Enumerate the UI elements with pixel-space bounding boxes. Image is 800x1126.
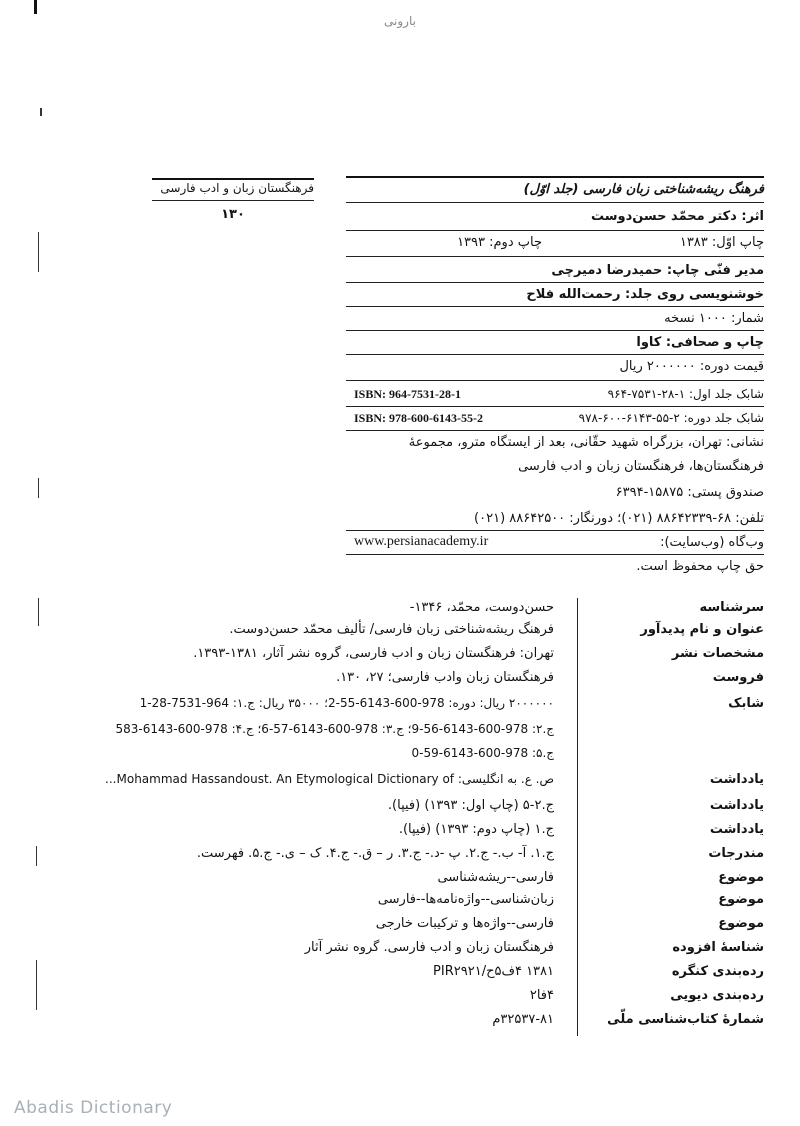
colophon-rule	[346, 530, 764, 531]
colophon-rule	[346, 230, 764, 231]
first-print: چاپ اوّل: ۱۳۸۳	[679, 235, 764, 250]
catalog-label: رده‌بندی دیویی	[670, 988, 764, 1003]
catalog-label: مندرجات	[708, 846, 764, 861]
website-label: وب‌گاه (وب‌سایت):	[660, 535, 764, 550]
catalog-value: ۴فا۲	[529, 988, 554, 1003]
catalog-value: فرهنگ ریشه‌شناختی زبان فارسی/ تألیف محمّد حسن‌دوست.	[229, 622, 554, 637]
colophon	[346, 176, 764, 586]
catalog	[105, 598, 764, 1038]
catalog-label: شابک	[728, 696, 764, 711]
address-line-1: نشانی: تهران، بزرگراه شهید حقّانی، بعد از ایستگاه مترو، مجموعهٔ	[408, 435, 764, 450]
colophon-rule	[346, 282, 764, 283]
page-header-title: بارونی	[384, 14, 416, 28]
catalog-label: یادداشت	[709, 772, 764, 787]
binding-mark	[40, 108, 42, 116]
isbn-set-en: ISBN: 978-600-6143-55-2	[354, 411, 483, 425]
catalog-label: موضوع	[718, 892, 764, 907]
tech-manager: مدیر فنّی چاپ: حمیدرضا دمیرچی	[551, 263, 764, 278]
catalog-label: شمارهٔ کتاب‌شناسی ملّی	[607, 1012, 764, 1027]
catalog-label: سرشناسه	[699, 600, 764, 615]
catalog-value: فرهنگستان زبان و ادب فارسی. گروه نشر آثار	[304, 940, 554, 955]
isbn-volume-fa: شابک جلد اول: ۱-۲۸-۷۵۳۱-۹۶۴	[607, 387, 764, 401]
catalog-divider	[577, 598, 578, 1036]
isbn-set-fa: شابک جلد دوره: ۲-۵۵-۶۱۴۳-۶۰۰-۹۷۸	[578, 411, 764, 425]
catalog-value: ۲۰۰۰۰۰۰ ریال: دوره: 978-600-6143-55-2؛ ۳۵۰۰۰ ریال: ج.۱: 964-7531-28-1	[139, 696, 554, 710]
calligraphy: خوشنویسی روی جلد: رحمت‌الله فلاح	[526, 287, 764, 302]
catalog-label: شناسهٔ افزوده	[672, 940, 764, 955]
print-run: شمار: ۱۰۰۰ نسخه	[664, 311, 764, 326]
catalog-value: ج.۱. آ- ب.- ج.۲. پ -د.- ج.۳. ر – ق.- ج.۴. ک – ی.- ج.۵. فهرست.	[196, 846, 554, 861]
catalog-label: موضوع	[718, 916, 764, 931]
price: قیمت دوره: ۲۰۰۰۰۰۰ ریال	[619, 359, 764, 374]
binding-mark	[36, 846, 37, 866]
catalog-label: رده‌بندی کنگره	[671, 964, 764, 979]
catalog-value: ج.۲: 978-600-6143-56-9؛ ج.۳: 978-600-6143-57-6؛ ج.۴: 978-600-6143-583	[115, 722, 554, 736]
po-box: صندوق پستی: ۱۵۸۷۵-۶۳۹۴	[615, 485, 764, 500]
catalog-label: مشخصات نشر	[671, 646, 764, 661]
binding-mark	[38, 232, 39, 272]
catalog-value: تهران: فرهنگستان زبان و ادب فارسی، گروه نشر آثار، ۱۳۸۱-۱۳۹۳.	[193, 646, 554, 661]
colophon-rule	[346, 554, 764, 555]
watermark: Abadis Dictionary	[14, 1098, 173, 1118]
binding-mark	[38, 478, 39, 498]
catalog-label: یادداشت	[709, 798, 764, 813]
colophon-rule	[346, 406, 764, 407]
series-number: ۱۳۰	[221, 207, 245, 222]
catalog-label: یادداشت	[709, 822, 764, 837]
binding-mark	[36, 960, 37, 1010]
phone: تلفن: ۶۸-۸۸۶۴۲۳۳۹ (۰۲۱)؛ دورنگار: ۸۸۶۴۲۵۰۰ (۰۲۱)	[474, 511, 764, 526]
catalog-value: فارسی--واژه‌ها و ترکیبات خارجی	[375, 916, 554, 931]
catalog-value: حسن‌دوست، محمّد، ۱۳۴۶-	[409, 600, 554, 615]
colophon-rule	[346, 256, 764, 257]
catalog-label: فروست	[712, 670, 764, 685]
catalog-value: ص. ع. به انگلیسی: Mohammad Hassandoust. An Etymological Dictionary of...	[105, 772, 554, 786]
catalog-value: ج.۱ (چاپ دوم: ۱۳۹۳) (فیپا).	[398, 822, 554, 837]
side-publisher: فرهنگستان زبان و ادب فارسی	[160, 181, 314, 195]
catalog-value: فرهنگستان زبان وادب فارسی؛ ۲۷، ۱۳۰.	[336, 670, 554, 685]
side-rule-bottom	[152, 200, 314, 201]
book-title: فرهنگ ریشه‌شناختی زبان فارسی (جلد اوّل)	[523, 182, 764, 197]
colophon-rule	[346, 306, 764, 307]
colophon-rule	[346, 330, 764, 331]
second-print: چاپ دوم: ۱۳۹۳	[457, 235, 542, 250]
colophon-rule	[346, 430, 764, 431]
catalog-label: موضوع	[718, 870, 764, 885]
catalog-value: ج.۲-۵ (چاپ اول: ۱۳۹۳) (فیپا).	[387, 798, 554, 813]
catalog-value: ج.۵: 978-600-6143-59-0	[411, 746, 554, 760]
colophon-rule	[346, 380, 764, 381]
binding-mark-top	[34, 0, 37, 14]
catalog-value: زبان‌شناسی--واژه‌نامه‌ها--فارسی	[377, 892, 554, 907]
website-url[interactable]: www.persianacademy.ir	[354, 534, 489, 549]
copyright: حق چاپ محفوظ است.	[636, 559, 764, 574]
binding-mark	[38, 598, 39, 626]
catalog-value: فارسی--ریشه‌شناسی	[437, 870, 554, 885]
address-line-2: فرهنگستان‌ها، فرهنگستان زبان و ادب فارسی	[518, 459, 764, 474]
catalog-value: ۳۲۵۳۷-۸۱م	[492, 1012, 554, 1027]
colophon-rule	[346, 354, 764, 355]
author: اثر: دکتر محمّد حسن‌دوست	[590, 209, 764, 224]
colophon-rule	[346, 202, 764, 203]
printing: چاپ و صحافی: کاوا	[636, 335, 764, 350]
colophon-rule	[346, 176, 764, 178]
catalog-value: ۱۳۸۱ ۴ف۵ح/PIR۲۹۲۱	[433, 964, 554, 979]
catalog-label: عنوان و نام پدیدآور	[640, 622, 764, 637]
isbn-volume-en: ISBN: 964-7531-28-1	[354, 387, 461, 401]
